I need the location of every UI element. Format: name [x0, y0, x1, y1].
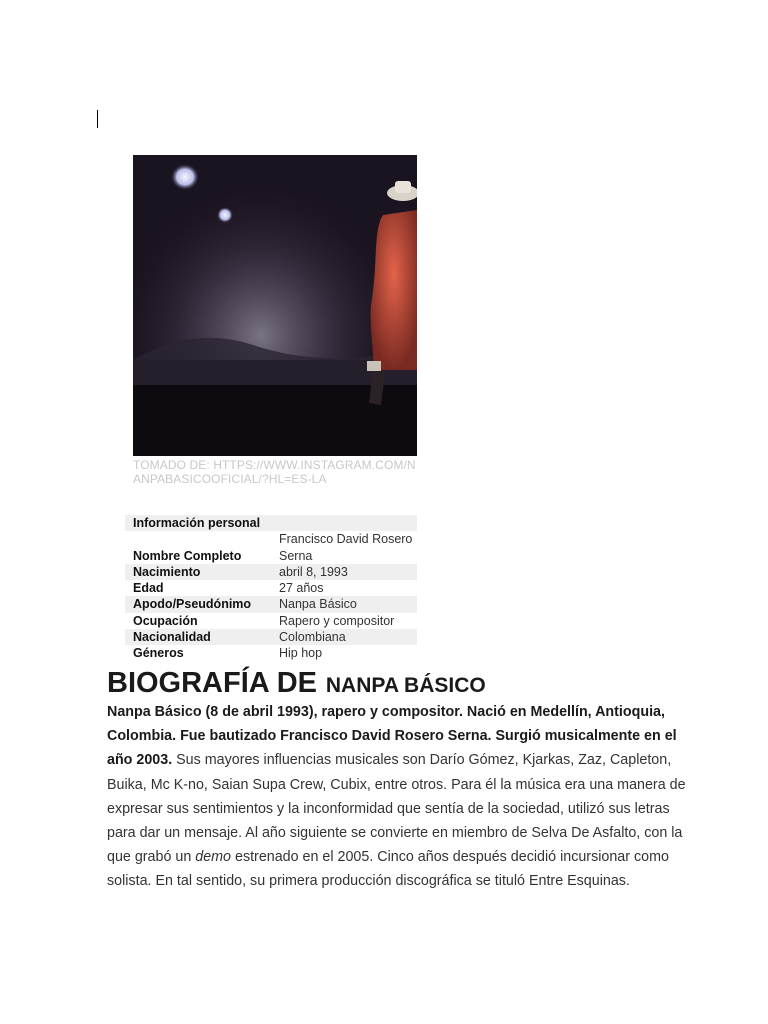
bio-intro: Nanpa Básico (8 de abril 1993), rapero y compositor. Nació en Medellín, Antioquia, Colombia. Fue bautizado Francisco David Rosero Serna. Surgió musicalmente en el año 2003.	[107, 704, 677, 769]
title-part-1: BIOGRAFÍA DE	[107, 667, 317, 699]
row-value: abril 8, 1993	[271, 564, 417, 580]
row-label: Ocupación	[133, 613, 198, 628]
table-row	[125, 645, 417, 661]
row-value: 27 años	[279, 581, 324, 596]
table-row	[125, 564, 417, 580]
concert-photo	[133, 155, 417, 456]
row-label: Géneros	[133, 646, 184, 661]
table-header: Información personal	[125, 515, 417, 531]
row-label: Nacimiento	[125, 564, 271, 580]
bio-text-2: estrenado en el 2005. Cinco años después decidió incursionar como solista. En tal sentido, su primera producción discográfica se tituló Entre Esquinas.	[107, 849, 669, 890]
table-row	[125, 531, 417, 564]
title-part-2: NANPA BÁSICO	[325, 674, 486, 697]
photo-caption: TOMADO DE: HTTPS://WWW.INSTAGRAM.COM/NANPABASICOOFICIAL/?HL=ES-LA	[133, 458, 416, 486]
text-cursor	[97, 110, 98, 128]
row-label: Nombre Completo	[133, 548, 242, 563]
table-row	[125, 596, 417, 612]
biography-paragraph	[107, 700, 699, 894]
row-label: Edad	[133, 581, 164, 596]
row-value: Nanpa Básico	[271, 596, 417, 612]
row-value: Rapero y compositor	[279, 613, 395, 628]
table-row	[125, 629, 417, 645]
personal-info-table	[125, 515, 417, 662]
row-value: Francisco David Rosero Serna	[279, 532, 413, 563]
row-value: Hip hop	[279, 646, 323, 661]
row-label: Apodo/Pseudónimo	[125, 596, 271, 612]
bio-text-1: Sus mayores influencias musicales son Darío Gómez, Kjarkas, Zaz, Capleton, Buika, Mc K-no, Saian Supa Crew, Cubix, entre otros. Para él la música era una manera de expresar sus sentimientos y la inconformidad que sentía de la sociedad, utilizó sus letras para dar un mensaje. Al año siguiente se convierte en miembro de Selva De Asfalto, con la que grabó un	[107, 752, 686, 866]
bio-demo: demo	[195, 849, 232, 866]
row-value: Colombiana	[271, 629, 417, 645]
table-header-row	[125, 515, 417, 531]
page-title	[107, 662, 486, 705]
row-label: Nacionalidad	[125, 629, 271, 645]
table-row	[125, 580, 417, 596]
table-row	[125, 613, 417, 629]
